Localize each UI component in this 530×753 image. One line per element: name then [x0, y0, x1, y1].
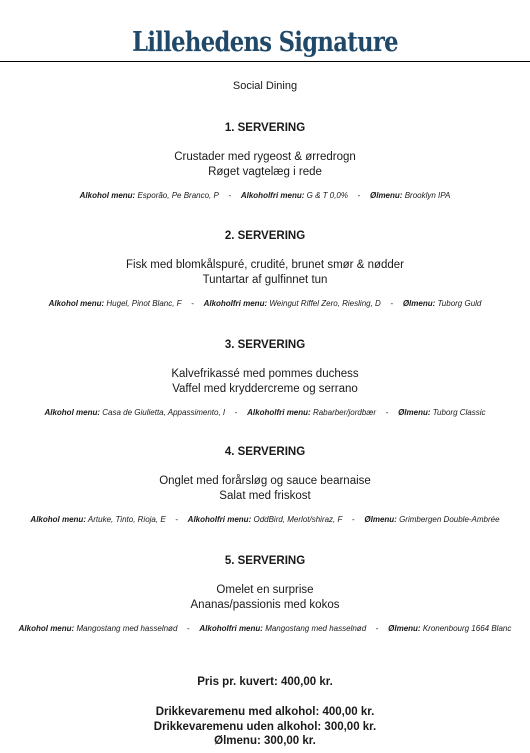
alcohol-menu-label: Alkohol menu:: [79, 191, 136, 200]
page-title: Lillehedens Signature: [132, 27, 398, 58]
alcohol-menu-label: Alkohol menu:: [44, 408, 101, 417]
separator: -: [385, 408, 389, 417]
dish-list: [0, 474, 530, 504]
alcohol-menu-label: Alkohol menu:: [48, 299, 105, 308]
beer-menu-value: Brooklyn IPA: [404, 191, 451, 200]
separator: -: [191, 299, 194, 308]
cover-price: Pris pr. kuvert: 400,00 kr.: [197, 676, 333, 688]
course-heading: 2. SERVERING: [224, 230, 306, 242]
dish: Kalvefrikassé med pommes duchess: [171, 368, 359, 380]
course-5: [0, 554, 530, 634]
drink-pairings: [0, 515, 530, 525]
nonalcohol-menu-label: Alkoholfri menu:: [203, 299, 268, 308]
course-heading: 1. SERVERING: [224, 122, 306, 134]
drinks-without-alcohol-price: Drikkevaremenu uden alkohol: 300,00 kr.: [153, 720, 377, 733]
dish: Vaffel med kryddercreme og serrano: [172, 383, 358, 395]
course-heading: 3. SERVERING: [224, 339, 306, 351]
course-2: [0, 229, 530, 309]
nonalcohol-menu-value: Rabarber/jordbær: [312, 408, 377, 417]
nonalcohol-menu-label: Alkoholfri menu:: [187, 515, 252, 524]
course-3: [0, 338, 530, 418]
course-heading: 5. SERVERING: [224, 555, 306, 567]
separator: -: [390, 299, 394, 308]
alcohol-menu-value: Mangostang med hasselnød: [76, 624, 178, 633]
alcohol-menu-label: Alkohol menu:: [30, 515, 86, 524]
beer-menu-value: Tuborg Classic: [432, 408, 486, 417]
nonalcohol-menu-label: Alkoholfri menu:: [199, 624, 263, 633]
alcohol-menu-value: Artuke, Tinto, Rioja, E: [87, 515, 166, 524]
alcohol-menu-value: Casa de Giulietta, Appassimento, I: [102, 408, 226, 417]
beer-menu-value: Grimbergen Double-Ambrée: [399, 515, 500, 524]
dish: Ananas/passionis med kokos: [190, 599, 340, 611]
nonalcohol-menu-value: Weingut Riffel Zero, Riesling, D: [269, 299, 381, 308]
beer-menu-label: Ølmenu:: [364, 515, 397, 524]
drink-pairings: [0, 624, 530, 634]
nonalcohol-menu-label: Alkoholfri menu:: [247, 408, 311, 417]
separator: -: [228, 191, 232, 200]
beer-menu-label: Ølmenu:: [402, 299, 436, 308]
header-divider: [0, 61, 530, 62]
separator: -: [352, 515, 355, 524]
dish: Fisk med blomkålspuré, crudité, brunet smør & nødder: [125, 259, 405, 271]
separator: -: [234, 408, 238, 417]
drink-pairings: [0, 299, 530, 309]
drinks-prices: [0, 705, 530, 749]
dish: Tuntartar af gulfinnet tun: [202, 274, 328, 286]
drink-pairings: [0, 191, 530, 201]
dish: Omelet en surprise: [216, 584, 314, 596]
beer-menu-value: Kronenbourg 1664 Blanc: [422, 624, 512, 633]
nonalcohol-menu-label: Alkoholfri menu:: [240, 191, 305, 200]
drinks-with-alcohol-price: Drikkevaremenu med alkohol: 400,00 kr.: [155, 706, 375, 718]
dish: Røget vagtelæg i rede: [208, 166, 322, 178]
dish-list: [0, 367, 530, 397]
beer-menu-price: Ølmenu: 300,00 kr.: [214, 735, 316, 747]
drink-pairings: [0, 408, 530, 418]
dish-list: [0, 150, 530, 180]
dish-list: [0, 258, 530, 288]
beer-menu-label: Ølmenu:: [398, 408, 431, 417]
course-4: [0, 445, 530, 525]
separator: -: [175, 515, 178, 524]
alcohol-menu-label: Alkohol menu:: [18, 624, 75, 633]
nonalcohol-menu-value: G & T 0,0%: [306, 191, 348, 200]
subtitle: Social Dining: [232, 80, 298, 92]
course-1: [0, 121, 530, 201]
course-heading: 4. SERVERING: [224, 446, 306, 458]
dish-list: [0, 583, 530, 613]
dish: Onglet med forårsløg og sauce bearnaise: [159, 475, 371, 487]
beer-menu-label: Ølmenu:: [388, 624, 421, 633]
separator: -: [357, 191, 361, 200]
beer-menu-value: Tuborg Guld: [437, 299, 482, 308]
dish: Salat med friskost: [219, 490, 311, 502]
separator: -: [187, 624, 190, 633]
dish: Crustader med rygeost & ørredrogn: [174, 151, 356, 163]
alcohol-menu-value: Esporão, Pe Branco, P: [137, 191, 219, 200]
beer-menu-label: Ølmenu:: [370, 191, 403, 200]
alcohol-menu-value: Hugel, Pinot Blanc, F: [106, 299, 182, 308]
nonalcohol-menu-value: OddBird, Merlot/shiraz, F: [253, 515, 343, 524]
separator: -: [375, 624, 379, 633]
nonalcohol-menu-value: Mangostang med hasselnød: [265, 624, 367, 633]
